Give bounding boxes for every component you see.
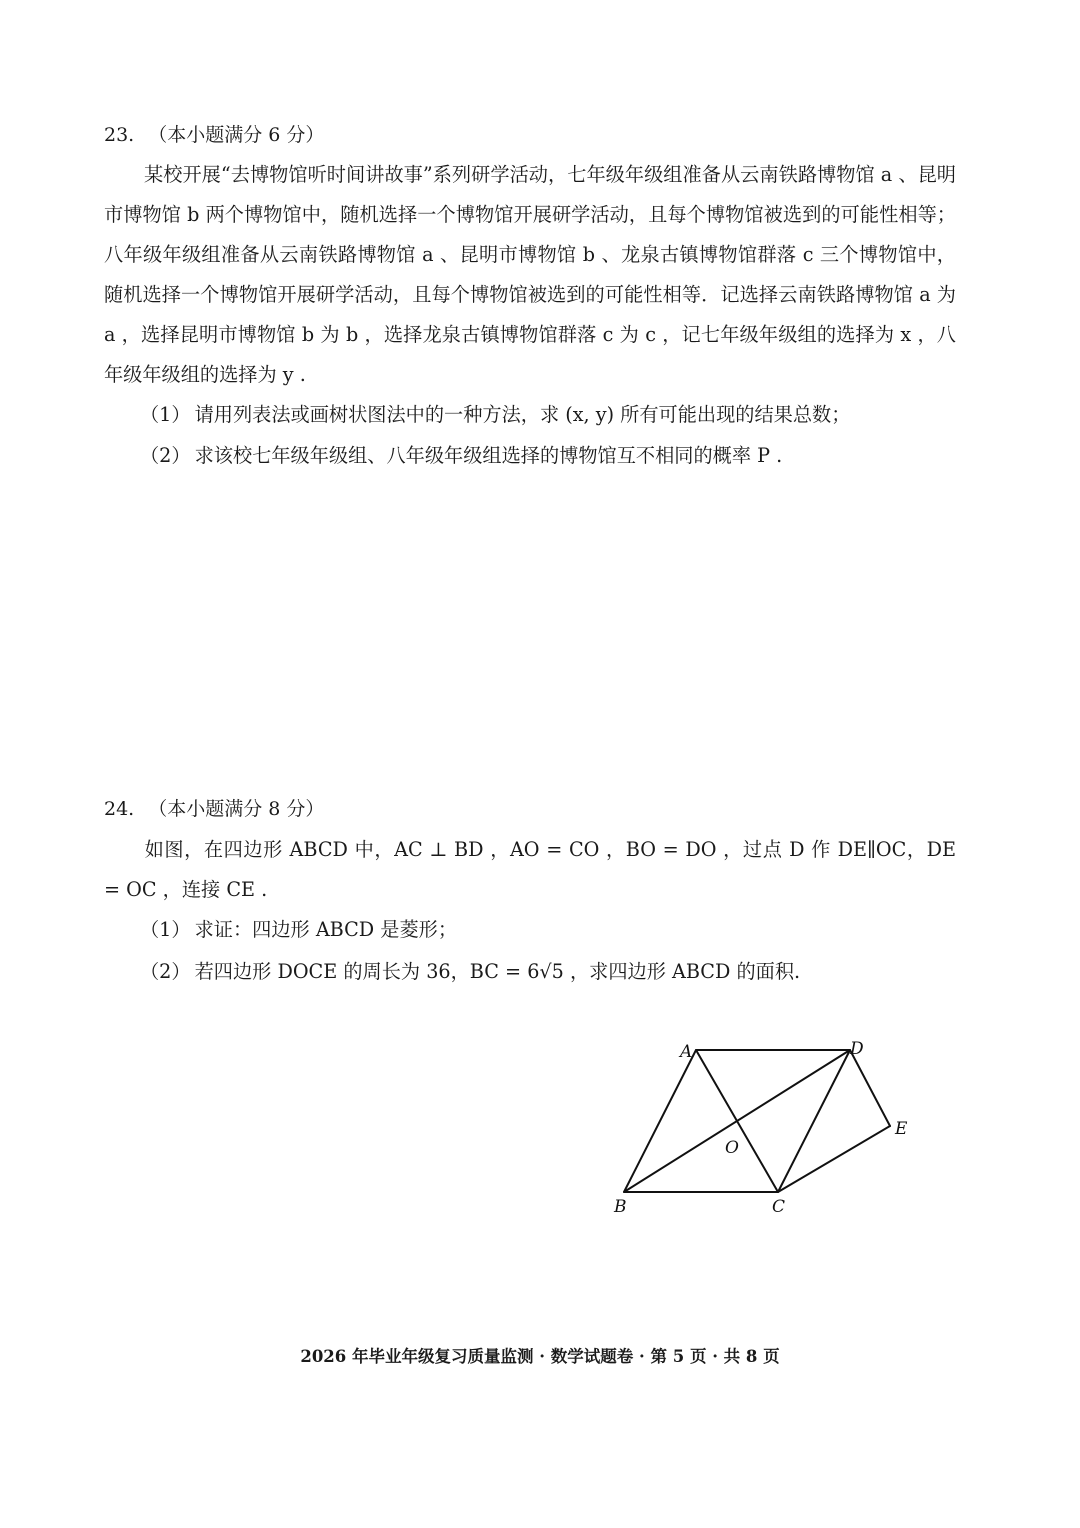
question-23-part-1-text: 请用列表法或画树状图法中的一种方法，求 (x, y) 所有可能出现的结果总数； — [194, 403, 851, 426]
question-24-part-1 — [140, 920, 457, 939]
question-23-part-1-label: （1） — [140, 403, 191, 426]
question-23-number: 23. — [104, 124, 135, 146]
question-24-part-1-label: （1） — [140, 918, 191, 941]
question-24-part-2-text: 若四边形 DOCE 的周长为 36，BC = 6√5 ，求四边形 ABCD 的面积. — [194, 960, 801, 983]
question-24-text: 如图，在四边形 ABCD 中，AC ⊥ BD ，AO = CO ，BO = DO ，过点 D 作 DE∥OC，DE = OC ，连接 CE . — [104, 838, 956, 901]
question-23-header — [104, 126, 324, 145]
page-footer: 2026 年毕业年级复习质量监测 · 数学试题卷 · 第 5 页 · 共 8 页 — [300, 1347, 780, 1366]
question-23-part-2-text: 求该校七年级年级组、八年级年级组选择的博物馆互不相同的概率 P . — [194, 444, 783, 467]
segment-de — [850, 1050, 890, 1126]
question-23-body — [104, 155, 956, 395]
label-c: C — [772, 1197, 786, 1217]
question-24-part-2 — [140, 962, 800, 981]
question-23-part-2-label: （2） — [140, 444, 191, 467]
question-23-text: 某校开展“去博物馆听时间讲故事”系列研学活动，七年级年级组准备从云南铁路博物馆 a 、昆明市博物馆 b 两个博物馆中，随机选择一个博物馆开展研学活动，且每个博物馆被选到的可能性相等；八年级年级组准备从云南铁路博物馆 a 、昆明市博物馆 b 、龙泉古镇博物馆群落 c 三个博物馆中，随机选择一个博物馆开展研学活动，且每个博物馆被选到的可能性相等．记选择云南铁路博物馆 a 为 a ，选择昆明市博物馆 b 为 b ，选择龙泉古镇博物馆群落 c 为 c ，记七年级年级组的选择为 x ，八年级年级组的选择为 y . — [104, 163, 956, 386]
question-24-part-2-label: （2） — [140, 960, 191, 983]
label-b: B — [614, 1197, 627, 1217]
rhombus-figure — [600, 1030, 930, 1230]
question-23-part-2 — [140, 446, 782, 465]
label-o: O — [725, 1138, 739, 1158]
question-24-number: 24. — [104, 798, 135, 820]
label-e: E — [895, 1119, 908, 1139]
question-23-points: （本小题满分 6 分） — [148, 124, 325, 146]
label-d: D — [850, 1039, 864, 1059]
question-24-part-1-text: 求证：四边形 ABCD 是菱形； — [194, 918, 458, 941]
question-23-part-1 — [140, 405, 850, 424]
question-24-points: （本小题满分 8 分） — [148, 798, 325, 820]
question-24-header — [104, 800, 324, 819]
question-24-body — [104, 830, 956, 910]
label-a: A — [680, 1042, 693, 1062]
